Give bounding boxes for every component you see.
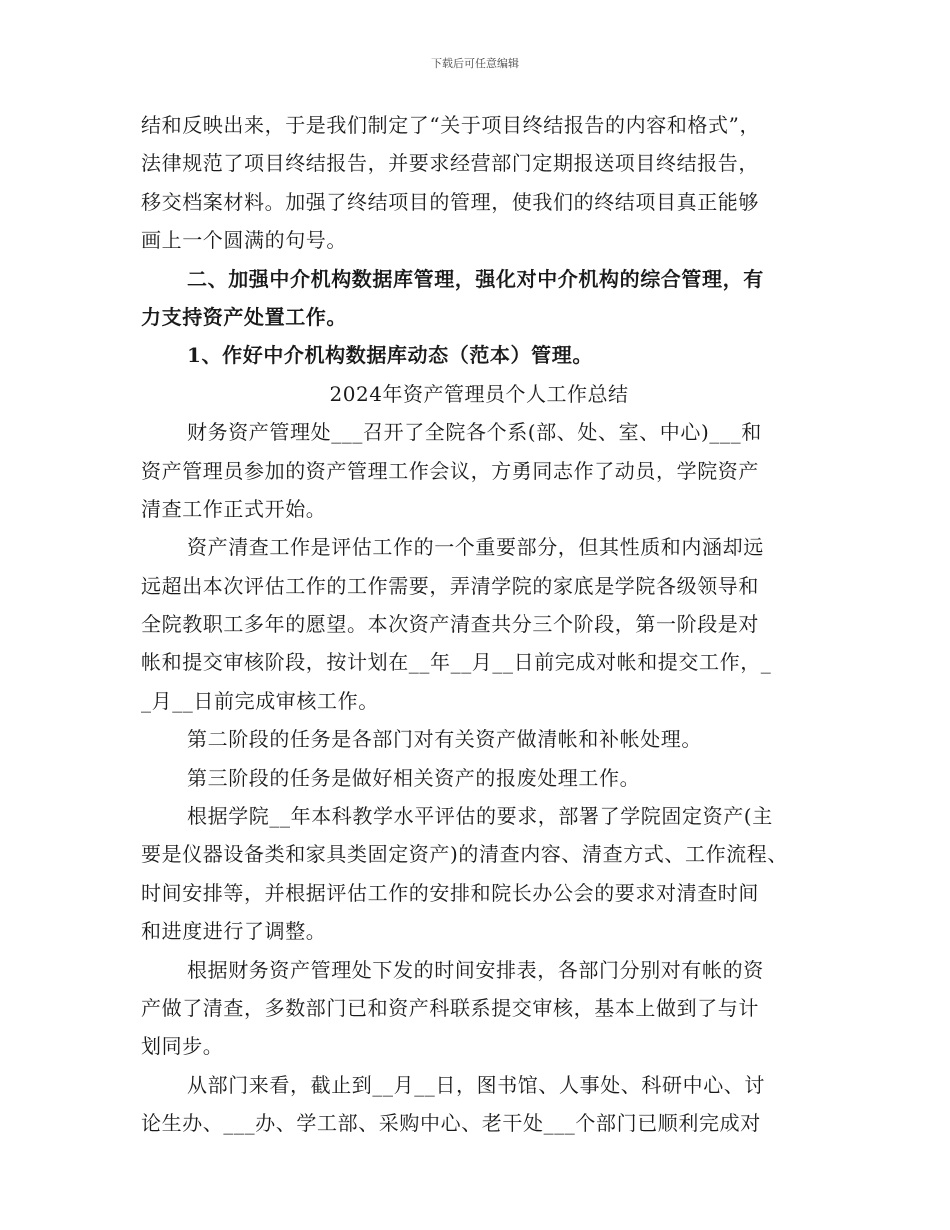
- heading-line: 力支持资产处置工作。: [141, 304, 347, 329]
- text-line: 根据学院__年本科教学水平评估的要求，部署了学院固定资产(主: [187, 804, 773, 829]
- text-line: 资产管理员参加的资产管理工作会议，方勇同志作了动员，学院资产: [141, 458, 759, 483]
- text-line: 远超出本次评估工作的工作需要，弄清学院的家底是学院各级领导和: [141, 573, 759, 598]
- text-line: _月__日前完成审核工作。: [141, 688, 379, 713]
- text-line: 划同步。: [141, 1034, 224, 1059]
- text-line: 第二阶段的任务是各部门对有关资产做清帐和补帐处理。: [187, 727, 702, 752]
- text-line: 画上一个圆满的句号。: [141, 228, 347, 253]
- text-line: 资产清查工作是评估工作的一个重要部分，但其性质和内涵却远: [187, 535, 764, 560]
- text-line: 清查工作正式开始。: [141, 496, 327, 521]
- text-line: 法律规范了项目终结报告，并要求经营部门定期报送项目终结报告，: [141, 151, 759, 176]
- text-line: 移交档案材料。加强了终结项目的管理，使我们的终结项目真正能够: [141, 189, 759, 214]
- text-line: 根据财务资产管理处下发的时间安排表，各部门分别对有帐的资: [187, 957, 764, 982]
- text-line: 要是仪器设备类和家具类固定资产)的清查内容、清查方式、工作流程、: [141, 842, 789, 867]
- text-line: 和进度进行了调整。: [141, 919, 327, 944]
- text-line: 从部门来看，截止到__月__日，图书馆、人事处、科研中心、讨: [187, 1072, 765, 1097]
- text-line: 财务资产管理处___召开了全院各个系(部、处、室、中心)___和: [187, 420, 762, 445]
- text-line: 帐和提交审核阶段，按计划在__年__月__日前完成对帐和提交工作，_: [141, 650, 772, 675]
- text-line: 论生办、___办、学工部、采购中心、老干处___个部门已顺利完成对: [141, 1111, 761, 1136]
- text-line: 结和反映出来，于是我们制定了“关于项目终结报告的内容和格式”，: [141, 113, 761, 137]
- text-line: 全院教职工多年的愿望。本次资产清查共分三个阶段，第一阶段是对: [141, 612, 759, 637]
- text-line: 时间安排等，并根据评估工作的安排和院长办公会的要求对清查时间: [141, 880, 759, 905]
- document-body: [141, 106, 817, 1143]
- text-line: 产做了清查，多数部门已和资产科联系提交审核，基本上做到了与计: [141, 995, 759, 1020]
- header-note: 下载后可任意编辑: [431, 57, 519, 70]
- heading-line: 二、加强中介机构数据库管理，强化对中介机构的综合管理，有: [187, 266, 764, 291]
- text-line: 第三阶段的任务是做好相关资产的报废处理工作。: [187, 765, 641, 790]
- heading-line: 1、作好中介机构数据库动态（范本）管理。: [187, 343, 593, 368]
- section-title: 2024年资产管理员个人工作总结: [329, 381, 629, 406]
